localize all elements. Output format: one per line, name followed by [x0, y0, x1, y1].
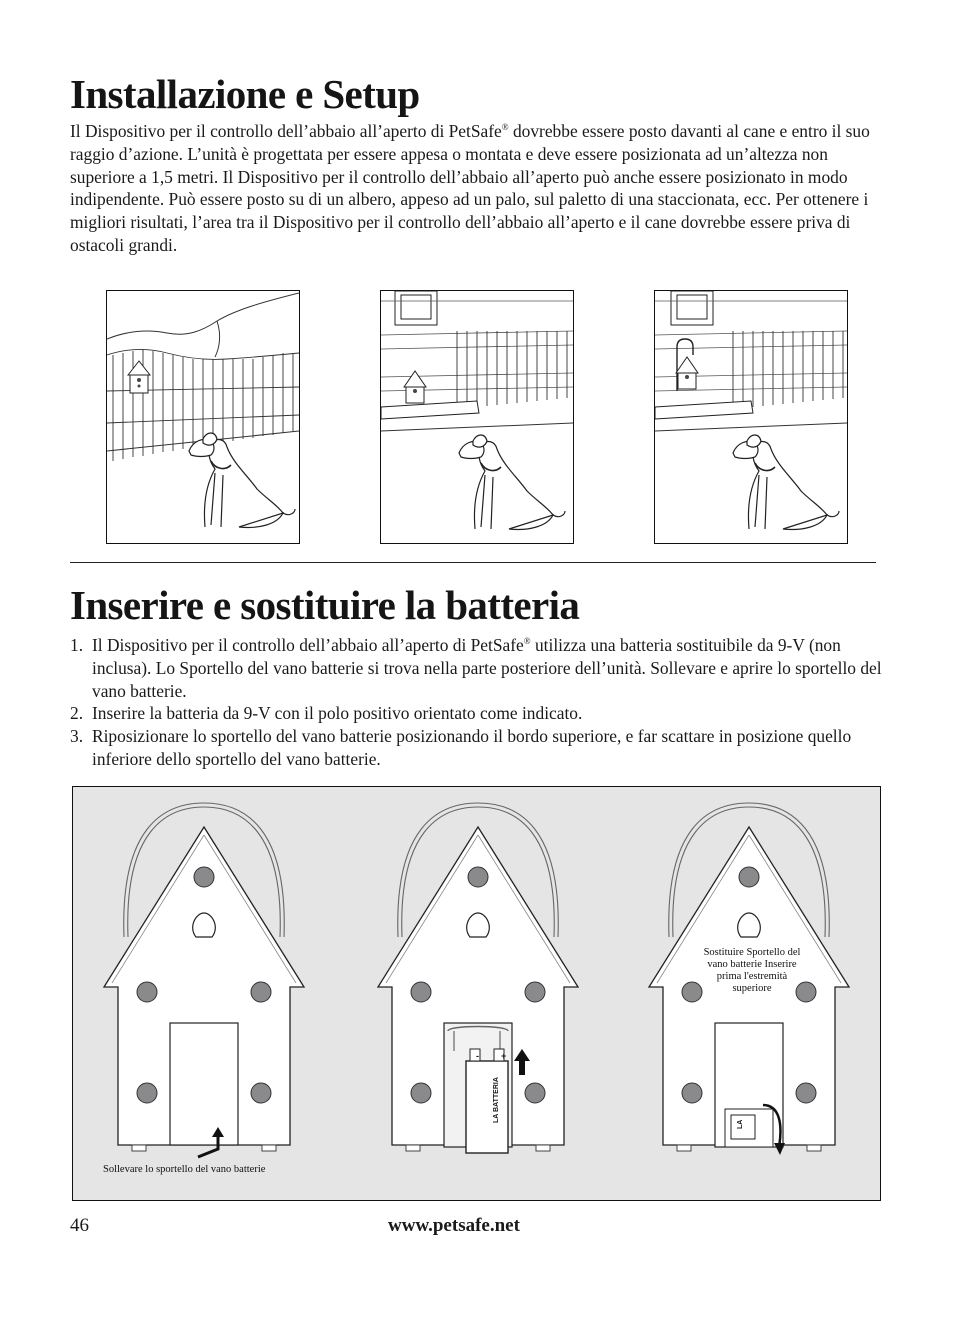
- section-title-setup: Installazione e Setup: [70, 71, 420, 117]
- step-number: 2.: [70, 703, 84, 724]
- illustration-fence-mount: [106, 290, 300, 544]
- step-text: Il Dispositivo per il controllo dell’abbaio all’aperto di PetSafe: [92, 635, 524, 655]
- step-item: [70, 634, 882, 702]
- section-divider: [70, 562, 876, 563]
- battery-minus-sign: -: [476, 1051, 479, 1061]
- setup-paragraph: [70, 120, 880, 257]
- step-number: 3.: [70, 726, 84, 747]
- footer-url[interactable]: www.petsafe.net: [388, 1215, 520, 1236]
- battery-steps: [70, 634, 882, 771]
- section-title-battery: Inserire e sostituire la batteria: [70, 582, 580, 628]
- step-text-rest: utilizza una batteria sostituibile da 9-V (non inclusa). Lo Sportello del vano batterie si trova nella parte posteriore dell’unità. Sollevare e aprire lo sportello del vano batterie.: [92, 635, 882, 701]
- step-text: Inserire la batteria da 9-V con il polo positivo orientato come indicato.: [92, 703, 583, 724]
- step-item: [70, 725, 882, 771]
- battery-label: LA BATTERIA: [493, 1077, 500, 1123]
- unit-insert-battery: [378, 803, 578, 1153]
- registered-mark: ®: [523, 636, 531, 647]
- step-item: [70, 702, 882, 725]
- battery-plus-sign: +: [501, 1051, 507, 1061]
- step-text: Riposizionare lo sportello del vano batterie posizionando il bordo superiore, e far scattare in posizione quello inferiore dello sportello del vano batterie.: [92, 726, 852, 769]
- registered-mark: ®: [501, 122, 509, 133]
- setup-text-rest: dovrebbe essere posto davanti al cane e entro il suo raggio d’azione. L’unità è progettata per essere appesa o montata e deve essere posizionata ad un’altezza non superiore a 1,5 metri. Il Dispositivo per il controllo dell’abbaio all’aperto può anche essere posizionato in modo indipendente. Può essere posto su di un albero, appeso ad un palo, sul paletto di una staccionata, ecc. Per ottenere i migliori risultati, l’area tra il Dispositivo per il controllo dell’abbaio all’aperto e il cane dovrebbe essere priva di ostacoli grandi.: [70, 121, 870, 255]
- step-number: 1.: [70, 635, 84, 655]
- page-number: 46: [70, 1215, 89, 1236]
- illustration-wall-mount: [380, 290, 574, 544]
- battery-diagram-panel: [72, 786, 881, 1201]
- setup-text-start: Il Dispositivo per il controllo dell’abbaio all’aperto di PetSafe: [70, 121, 502, 141]
- caption-lift-door: Sollevare lo sportello del vano batterie: [103, 1164, 266, 1175]
- battery-label-short: LA: [737, 1119, 744, 1129]
- illustration-pole-mount: [654, 290, 848, 544]
- caption-replace-door: Sostituire Sportello del vano batterie Inserire prima l'estremità superiore: [703, 947, 801, 994]
- unit-lift-door: [104, 803, 304, 1157]
